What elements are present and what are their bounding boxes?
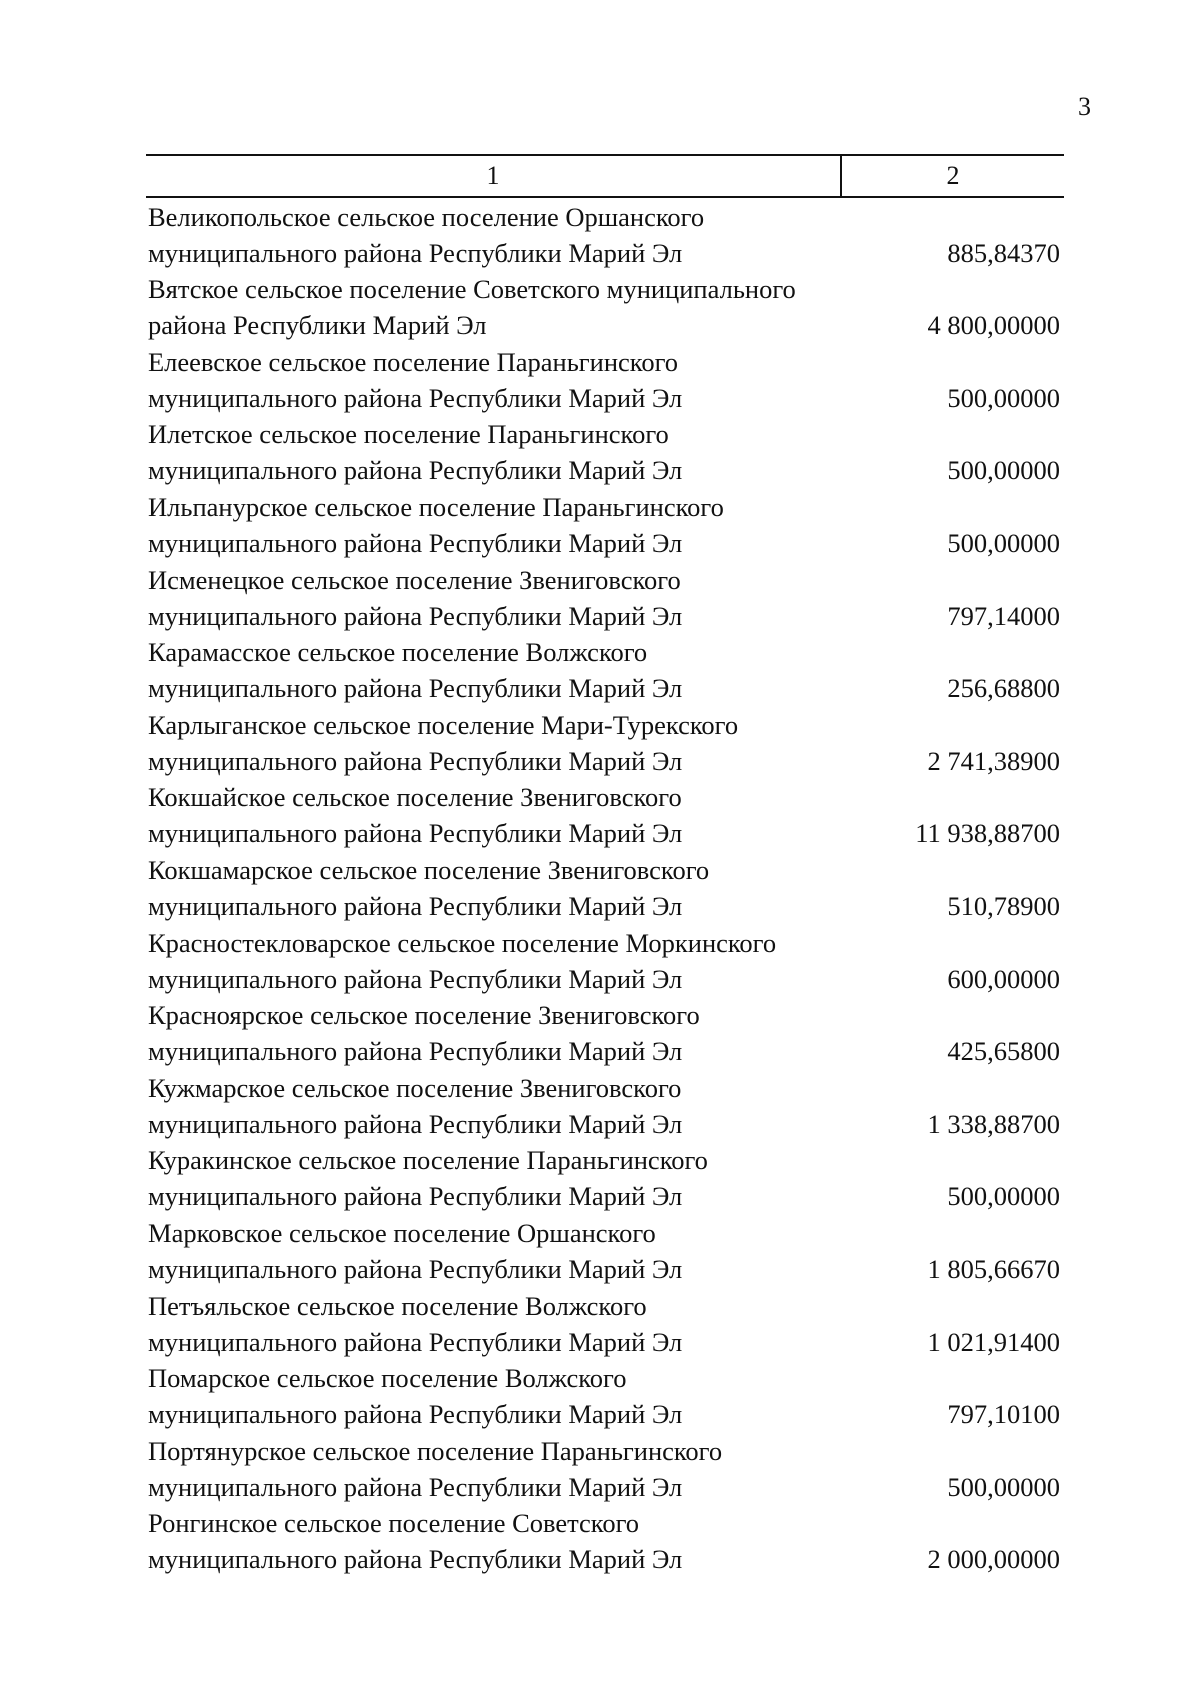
settlement-name: Красноярское сельское поселение Звениговского муниципального района Республики Марий Эл xyxy=(148,1000,700,1067)
settlement-name: Илетское сельское поселение Параньгинского муниципального района Республики Марий Эл xyxy=(148,419,683,486)
allocation-amount: 500,00000 xyxy=(947,455,1060,486)
allocation-amount: 11 938,88700 xyxy=(915,818,1060,849)
table-row xyxy=(146,1069,1064,1142)
allocation-table xyxy=(146,154,1064,1577)
allocation-amount: 256,68800 xyxy=(947,673,1060,704)
allocation-amount: 797,14000 xyxy=(947,600,1060,631)
table-row xyxy=(146,1214,1064,1287)
allocation-amount: 500,00000 xyxy=(947,382,1060,413)
settlement-name: Исменецкое сельское поселение Звениговского муниципального района Республики Марий Эл xyxy=(148,564,683,631)
settlement-name: Портянурское сельское поселение Параньгинского муниципального района Республики Марий Эл xyxy=(148,1435,723,1502)
column-header-1: 1 xyxy=(146,156,842,196)
table-row xyxy=(146,1142,1064,1215)
settlement-name: Ронгинское сельское поселение Советского муниципального района Республики Марий Эл xyxy=(148,1508,683,1575)
table-row xyxy=(146,561,1064,634)
settlement-name: Кокшамарское сельское поселение Звениговского муниципального района Республики Марий Эл xyxy=(148,854,710,921)
settlement-name: Вятское сельское поселение Советского муниципального района Республики Марий Эл xyxy=(148,274,796,341)
settlement-name: Елеевское сельское поселение Параньгинского муниципального района Республики Марий Эл xyxy=(148,346,683,413)
settlement-name: Ильпанурское сельское поселение Параньгинского муниципального района Республики Марий Эл xyxy=(148,491,724,558)
table-row xyxy=(146,416,1064,489)
allocation-amount: 1 338,88700 xyxy=(927,1108,1060,1139)
settlement-name: Помарское сельское поселение Волжского муниципального района Республики Марий Эл xyxy=(148,1363,683,1430)
table-row xyxy=(146,997,1064,1070)
allocation-amount: 500,00000 xyxy=(947,1471,1060,1502)
settlement-name: Кокшайское сельское поселение Звениговского муниципального района Республики Марий Эл xyxy=(148,782,683,849)
settlement-name: Куракинское сельское поселение Параньгинского муниципального района Республики Марий Эл xyxy=(148,1145,708,1212)
allocation-amount: 500,00000 xyxy=(947,1181,1060,1212)
settlement-name: Петъяльское сельское поселение Волжского муниципального района Республики Марий Эл xyxy=(148,1290,683,1357)
allocation-amount: 2 741,38900 xyxy=(927,745,1060,776)
table-row xyxy=(146,488,1064,561)
settlement-name: Карлыганское сельское поселение Мари-Турекского муниципального района Республики Марий Эл xyxy=(148,709,739,776)
table-row xyxy=(146,343,1064,416)
table-header-row xyxy=(146,154,1064,198)
table-row xyxy=(146,1360,1064,1433)
allocation-amount: 510,78900 xyxy=(947,890,1060,921)
allocation-amount: 1 021,91400 xyxy=(927,1326,1060,1357)
settlement-name: Марковское сельское поселение Оршанского муниципального района Республики Марий Эл xyxy=(148,1217,683,1284)
column-header-2: 2 xyxy=(946,161,960,190)
allocation-amount: 1 805,66670 xyxy=(927,1253,1060,1284)
allocation-amount: 425,65800 xyxy=(947,1036,1060,1067)
table-row xyxy=(146,924,1064,997)
table-row xyxy=(146,634,1064,707)
allocation-amount: 600,00000 xyxy=(947,963,1060,994)
settlement-name: Кужмарское сельское поселение Звениговского муниципального района Республики Марий Эл xyxy=(148,1072,683,1139)
settlement-name: Красностекловарское сельское поселение Моркинского муниципального района Республики Марий Эл xyxy=(148,927,777,994)
table-row xyxy=(146,1432,1064,1505)
page-number: 3 xyxy=(1078,92,1091,121)
table-row xyxy=(146,1287,1064,1360)
settlement-name: Карамасское сельское поселение Волжского муниципального района Республики Марий Эл xyxy=(148,637,683,704)
table-row xyxy=(146,1505,1064,1578)
allocation-amount: 885,84370 xyxy=(947,237,1060,268)
table-row xyxy=(146,198,1064,271)
table-row xyxy=(146,271,1064,344)
allocation-amount: 500,00000 xyxy=(947,527,1060,558)
allocation-amount: 797,10100 xyxy=(947,1399,1060,1430)
table-row xyxy=(146,779,1064,852)
table-row xyxy=(146,706,1064,779)
allocation-amount: 4 800,00000 xyxy=(927,310,1060,341)
allocation-amount: 2 000,00000 xyxy=(927,1544,1060,1575)
table-row xyxy=(146,851,1064,924)
table-body xyxy=(146,198,1064,1577)
settlement-name: Великопольское сельское поселение Оршанского муниципального района Республики Марий Эл xyxy=(148,201,705,268)
